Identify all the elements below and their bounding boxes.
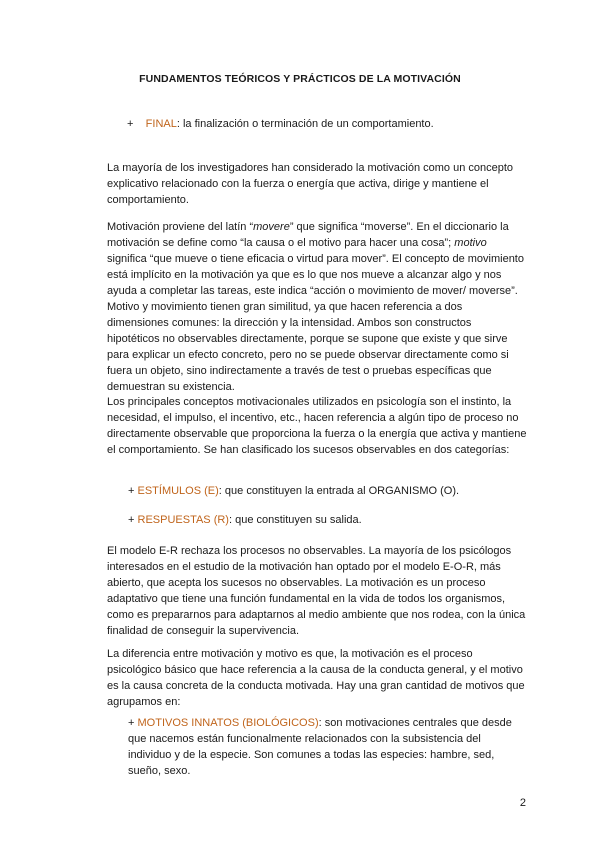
bullet-term: MOTIVOS INNATOS (BIOLÓGICOS) — [137, 717, 319, 729]
bullet-text: : la finalización o terminación de un comportamiento. — [176, 118, 434, 130]
paragraph-models: El modelo E-R rechaza los procesos no observables. La mayoría de los psicólogos interesados en el estudio de la motivación han optado por el modelo E-O-R, más abierto, que acepta los sucesos no observables. La motivación es un proceso adaptativo que tiene una función fundamental en la vida de todos los organismos, como es prepararnos para adaptarnos al medio ambiente que nos rodea, con la única finalidad de conseguir la supervivencia. — [107, 545, 526, 637]
bullet-innatos — [128, 715, 520, 779]
bullet-text: : que constituyen la entrada al ORGANISMO (O). — [218, 485, 460, 497]
bullet-marker: + — [127, 118, 134, 130]
bullet-text: : que constituyen su salida. — [228, 514, 362, 526]
paragraph-concepts: Los principales conceptos motivacionales utilizados en psicología son el instinto, la necesidad, el impulso, el incentivo, etc., hacen referencia a algún tipo de proceso no directamente observable que proporciona la fuerza o la energía que activa y mantiene el comportamiento. Se han clasificado los sucesos observables en dos categorías: — [107, 396, 527, 456]
bullet-estimulos — [128, 483, 528, 499]
paragraph-etymology: Motivación proviene del latín “movere” que significa “moverse”. En el diccionario la motivación se define como “la causa o el motivo para hacer una cosa”; motivo significa “que mueve o tiene eficacia o virtud para mover”. El concepto de movimiento está implícito en la motivación ya que es lo que nos mueve a alcanzar algo y nos ayuda a completar las tareas, este indica “acción o movimiento de mover/ moverse”. Motivo y movimiento tienen gran similitud, ya que hacen referencia a dos dimensiones comunes: la dirección y la intensidad. Ambos son constructos hipotéticos no observables directamente, porque se supone que existe y que sirve para explicar un efecto concreto, pero no se puede observar directamente como si fuera un objeto, sino indirectamente a través de test o pruebas específicas que demuestran su existencia. — [107, 221, 524, 393]
paragraph-definition: La mayoría de los investigadores han considerado la motivación como un concepto explicativo relacionado con la fuerza o energía que activa, dirige y mantiene el comportamiento. — [107, 162, 514, 206]
page-title: FUNDAMENTOS TEÓRICOS Y PRÁCTICOS DE LA MOTIVACIÓN — [139, 73, 461, 85]
bullet-term: ESTÍMULOS (E) — [137, 485, 219, 497]
bullet-marker: + — [128, 717, 135, 729]
page-number: 2 — [519, 797, 526, 809]
bullet-marker: + — [128, 485, 135, 497]
bullet-marker: + — [128, 514, 135, 526]
bullet-term: RESPUESTAS (R) — [137, 514, 229, 526]
bullet-text: : son motivaciones centrales que desde que nacemos están funcionalmente relacionados con la subsistencia del individuo y de la especie. Son comunes a todas las especies: hambre, sed, sueño, sexo. — [128, 717, 512, 777]
paragraph-difference: La diferencia entre motivación y motivo es que, la motivación es el proceso psicológico básico que hace referencia a la causa de la conducta general, y el motivo es la causa concreta de la conducta motivada. Hay una gran cantidad de motivos que agrupamos en: — [107, 648, 525, 708]
bullet-final — [127, 116, 507, 132]
bullet-term: FINAL — [145, 118, 177, 130]
bullet-respuestas — [128, 512, 528, 528]
